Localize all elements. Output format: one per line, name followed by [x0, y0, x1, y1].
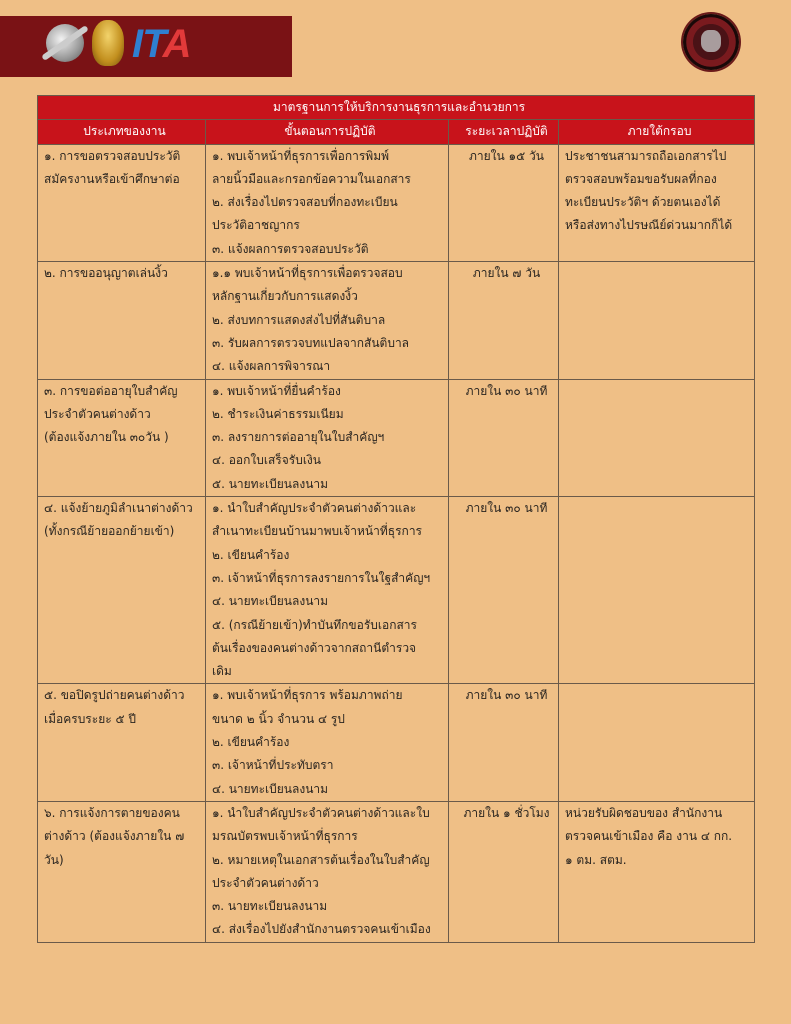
- cell-service-type-line: ๔. แจ้งย้ายภูมิลำเนาต่างด้าว: [44, 501, 193, 516]
- cell-scope-line: หน่วยรับผิดชอบของ สำนักงาน: [565, 805, 723, 820]
- cell-procedure-steps-line: ๑. พบเจ้าหน้าที่ยื่นคำร้อง: [212, 383, 341, 398]
- cell-scope-line: ทะเบียนประวัติฯ ด้วยตนเองได้: [565, 195, 721, 210]
- cell-procedure-steps-line: ๒. หมายเหตุในเอกสารต้นเรื่องในใบสำคัญ: [212, 852, 430, 867]
- cell-service-type-line: วัน): [44, 852, 64, 867]
- column-header-type: ประเภทของงาน: [38, 120, 206, 144]
- cell-service-type-line: สมัครงานหรือเข้าศึกษาต่อ: [44, 171, 180, 186]
- cell-procedure-steps-line: ๑. นำใบสำคัญประจำตัวคนต่างด้าวและใบ: [212, 805, 430, 820]
- table-row: [38, 801, 755, 942]
- column-header-scope: ภายใต้กรอบ: [559, 120, 755, 144]
- cell-procedure-steps-line: ๒. ชำระเงินค่าธรรมเนียม: [212, 406, 344, 421]
- table-header-row: [38, 120, 755, 144]
- cell-procedure-steps-line: ประวัติอาชญากร: [212, 218, 300, 233]
- table-title: มาตรฐานการให้บริการงานธุรการและอำนวยการ: [38, 96, 755, 120]
- cell-procedure-steps-line: ๔. นายทะเบียนลงนาม: [212, 594, 329, 609]
- cell-service-type-line: ต่างด้าว (ต้องแจ้งภายใน ๗: [44, 829, 185, 844]
- police-seal-icon: [46, 24, 84, 62]
- cell-procedure-steps-line: ๔. ส่งเรื่องไปยังสำนักงานตรวจคนเข้าเมือง: [212, 922, 431, 937]
- cell-procedure-steps: [206, 144, 449, 261]
- cell-duration: ภายใน ๑ ชั่วโมง: [449, 801, 559, 942]
- cell-scope: [559, 801, 755, 942]
- cell-scope-line: หรือส่งทางไปรษณีย์ด่วนมากก็ได้: [565, 218, 733, 233]
- cell-duration: ภายใน ๓๐ นาที: [449, 497, 559, 684]
- cell-procedure-steps-line: ลายนิ้วมือและกรอกข้อความในเอกสาร: [212, 171, 411, 186]
- cell-scope: [559, 497, 755, 684]
- cell-procedure-steps-line: ๔. นายทะเบียนลงนาม: [212, 781, 329, 796]
- cell-scope-line: ตรวจคนเข้าเมือง คือ งาน ๔ กก.: [565, 829, 733, 844]
- cell-procedure-steps: [206, 379, 449, 496]
- cell-procedure-steps-line: หลักฐานเกี่ยวกับการแสดงงิ้ว: [212, 289, 358, 304]
- cell-procedure-steps-line: ๕. (กรณีย้ายเข้า)ทำบันทึกขอรับเอกสาร: [212, 617, 417, 632]
- service-standard-table: [37, 95, 755, 943]
- table-title-row: [38, 96, 755, 120]
- cell-procedure-steps: [206, 497, 449, 684]
- cell-procedure-steps-line: ต้นเรื่องของคนต่างด้าวจากสถานีตำรวจ: [212, 640, 417, 655]
- cell-procedure-steps-line: ประจำตัวคนต่างด้าว: [212, 875, 319, 890]
- cell-service-type: [38, 379, 206, 496]
- cell-procedure-steps-line: มรณบัตรพบเจ้าหน้าที่ธุรการ: [212, 829, 358, 844]
- cell-procedure-steps-line: ๒. ส่งเรื่องไปตรวจสอบที่กองทะเบียน: [212, 195, 398, 210]
- cell-duration: ภายใน ๑๕ วัน: [449, 144, 559, 261]
- cell-procedure-steps: [206, 801, 449, 942]
- cell-procedure-steps-line: ๔. ออกใบเสร็จรับเงิน: [212, 453, 321, 468]
- cell-service-type: [38, 801, 206, 942]
- cell-service-type-line: ประจำตัวคนต่างด้าว: [44, 406, 151, 421]
- cell-procedure-steps-line: ๓. เจ้าหน้าที่ธุรการลงรายการในใฐสำคัญฯ: [212, 570, 431, 585]
- cell-procedure-steps-line: ๓. ลงรายการต่ออายุในใบสำคัญฯ: [212, 430, 385, 445]
- cell-procedure-steps-line: ๑. นำใบสำคัญประจำตัวคนต่างด้าวและ: [212, 501, 417, 516]
- cell-service-type-line: ๖. การแจ้งการตายของคน: [44, 805, 180, 820]
- cell-duration: ภายใน ๓๐ นาที: [449, 684, 559, 801]
- immigration-emblem-icon: [683, 14, 739, 70]
- cell-service-type-line: (ทั้งกรณีย้ายออกย้ายเข้า): [44, 524, 175, 539]
- cell-procedure-steps-line: ๓. แจ้งผลการตรวจสอบประวัติ: [212, 241, 369, 256]
- royal-emblem-icon: [92, 20, 124, 66]
- cell-scope-line: ๑ ตม. สตม.: [565, 852, 627, 867]
- ita-logo: ITA: [132, 22, 191, 66]
- cell-procedure-steps-line: ๑. พบเจ้าหน้าที่ธุรการเพื่อการพิมพ์: [212, 148, 390, 163]
- cell-scope-line: ตรวจสอบพร้อมขอรับผลที่กอง: [565, 171, 717, 186]
- cell-service-type-line: เมื่อครบระยะ ๕ ปี: [44, 711, 137, 726]
- cell-service-type: [38, 262, 206, 379]
- cell-procedure-steps-line: ๑. พบเจ้าหน้าที่ธุรการ พร้อมภาพถ่าย: [212, 688, 403, 703]
- column-header-time: ระยะเวลาปฏิบัติ: [449, 120, 559, 144]
- cell-procedure-steps-line: ๒. เขียนคำร้อง: [212, 547, 290, 562]
- cell-service-type: [38, 497, 206, 684]
- cell-duration: ภายใน ๗ วัน: [449, 262, 559, 379]
- cell-service-type-line: ๕. ขอปิดรูปถ่ายคนต่างด้าว: [44, 688, 185, 703]
- cell-service-type-line: ๓. การขอต่ออายุใบสำคัญ: [44, 383, 178, 398]
- cell-procedure-steps-line: ๔. แจ้งผลการพิจารณา: [212, 359, 331, 374]
- cell-scope: [559, 262, 755, 379]
- cell-service-type-line: ๑. การขอตรวจสอบประวัติ: [44, 148, 181, 163]
- cell-scope: [559, 144, 755, 261]
- cell-procedure-steps-line: ๓. เจ้าหน้าที่ประทับตรา: [212, 758, 334, 773]
- cell-duration: ภายใน ๓๐ นาที: [449, 379, 559, 496]
- cell-procedure-steps-line: ๒. เขียนคำร้อง: [212, 735, 290, 750]
- cell-procedure-steps-line: สำเนาทะเบียนบ้านมาพบเจ้าหน้าที่ธุรการ: [212, 524, 422, 539]
- table-row: [38, 144, 755, 261]
- cell-service-type-line: ๒. การขออนุญาตเล่นงิ้ว: [44, 266, 168, 281]
- cell-procedure-steps-line: ขนาด ๒ นิ้ว จำนวน ๔ รูป: [212, 711, 345, 726]
- cell-procedure-steps: [206, 262, 449, 379]
- cell-procedure-steps-line: ๓. รับผลการตรวจบทแปลจากสันติบาล: [212, 335, 410, 350]
- column-header-steps: ขั้นตอนการปฏิบัติ: [206, 120, 449, 144]
- cell-service-type-line: (ต้องแจ้งภายใน ๓๐วัน ): [44, 430, 169, 445]
- cell-scope-line: ประชาชนสามารถถือเอกสารไป: [565, 148, 727, 163]
- table-row: [38, 379, 755, 496]
- cell-service-type: [38, 144, 206, 261]
- cell-procedure-steps-line: เดิม: [212, 664, 232, 679]
- cell-service-type: [38, 684, 206, 801]
- cell-procedure-steps-line: ๕. นายทะเบียนลงนาม: [212, 476, 329, 491]
- cell-procedure-steps-line: ๑.๑ พบเจ้าหน้าที่ธุรการเพื่อตรวจสอบ: [212, 266, 403, 281]
- header-banner: [0, 16, 292, 77]
- cell-procedure-steps: [206, 684, 449, 801]
- table-row: [38, 684, 755, 801]
- table-row: [38, 262, 755, 379]
- cell-scope: [559, 684, 755, 801]
- cell-scope: [559, 379, 755, 496]
- cell-procedure-steps-line: ๓. นายทะเบียนลงนาม: [212, 899, 328, 914]
- cell-procedure-steps-line: ๒. ส่งบทการแสดงส่งไปที่สันติบาล: [212, 312, 386, 327]
- table-row: [38, 497, 755, 684]
